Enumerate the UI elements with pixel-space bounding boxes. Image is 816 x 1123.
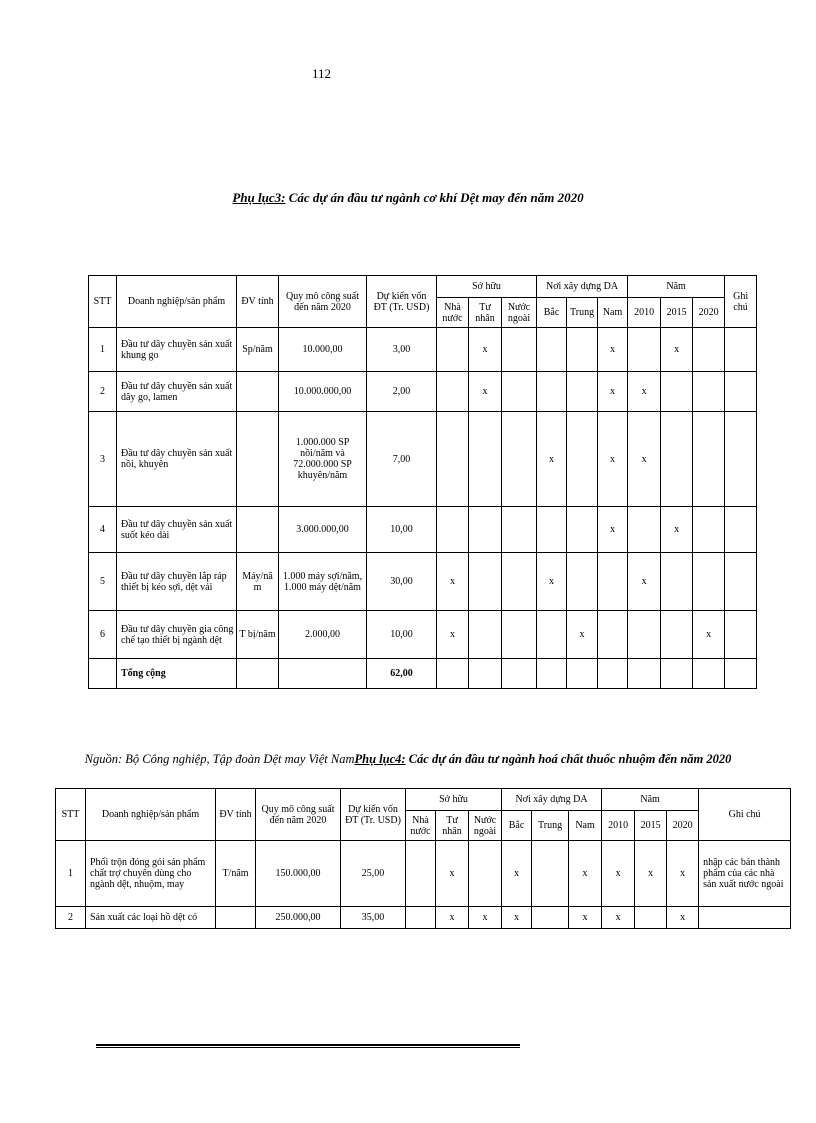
table-row — [89, 553, 757, 611]
stt-cell — [89, 659, 117, 689]
mark-cell: x — [667, 841, 699, 907]
header-row-1 — [89, 276, 757, 298]
col-header-state: Nhà nước — [406, 811, 436, 841]
col-header-2020: 2020 — [667, 811, 699, 841]
name-cell: Đầu tư dây chuyền sản xuất dây go, lamen — [117, 372, 237, 412]
unit-cell — [237, 372, 279, 412]
col-header-capital: Dự kiến vốn ĐT (Tr. USD) — [367, 276, 437, 328]
table-row — [89, 412, 757, 507]
mark-cell — [502, 372, 537, 412]
mark-cell — [502, 611, 537, 659]
stt-cell: 3 — [89, 412, 117, 507]
col-header-foreign: Nước ngoài — [502, 298, 537, 328]
capital-cell: 35,00 — [341, 907, 406, 929]
mark-cell: x — [469, 907, 502, 929]
mark-cell — [406, 841, 436, 907]
header-row-1 — [56, 789, 791, 811]
source-and-table2-title — [0, 752, 816, 767]
unit-cell: Sp/năm — [237, 328, 279, 372]
col-header-unit: ĐV tính — [216, 789, 256, 841]
mark-cell — [502, 412, 537, 507]
mark-cell: x — [628, 553, 661, 611]
table1-title-text: Các dự án đầu tư ngành cơ khí Dệt may đến năm 2020 — [285, 190, 584, 205]
mark-cell: x — [436, 907, 469, 929]
footnote-separator — [96, 1044, 520, 1048]
mark-cell: x — [661, 328, 693, 372]
mark-cell: x — [628, 372, 661, 412]
col-header-north: Bắc — [502, 811, 532, 841]
note-cell: nhập các bán thành phẩm của các nhà sản xuất nước ngoài — [699, 841, 791, 907]
mark-cell — [469, 611, 502, 659]
mark-cell: x — [602, 841, 635, 907]
mark-cell — [502, 659, 537, 689]
mark-cell: x — [469, 328, 502, 372]
mark-cell — [502, 328, 537, 372]
col-header-note: Ghi chú — [725, 276, 757, 328]
table-row — [89, 507, 757, 553]
capital-cell: 30,00 — [367, 553, 437, 611]
mark-cell: x — [598, 412, 628, 507]
capacity-cell: 2.000,00 — [279, 611, 367, 659]
col-header-location: Nơi xây dựng DA — [537, 276, 628, 298]
note-cell — [725, 412, 757, 507]
capacity-cell: 10.000.000,00 — [279, 372, 367, 412]
stt-cell: 4 — [89, 507, 117, 553]
col-header-ownership: Sở hữu — [437, 276, 537, 298]
col-header-capacity: Quy mô công suất đến năm 2020 — [279, 276, 367, 328]
mark-cell: x — [602, 907, 635, 929]
col-header-unit: ĐV tính — [237, 276, 279, 328]
investment-projects-table-2 — [55, 788, 791, 929]
mark-cell: x — [437, 553, 469, 611]
total-row — [89, 659, 757, 689]
mark-cell — [693, 553, 725, 611]
mark-cell — [469, 553, 502, 611]
note-cell — [725, 328, 757, 372]
unit-cell — [237, 507, 279, 553]
unit-cell — [237, 659, 279, 689]
mark-cell — [567, 507, 598, 553]
mark-cell: x — [469, 372, 502, 412]
capacity-cell: 10.000,00 — [279, 328, 367, 372]
table-row — [89, 611, 757, 659]
col-header-private: Tư nhân — [469, 298, 502, 328]
capacity-cell: 150.000,00 — [256, 841, 341, 907]
mark-cell — [537, 659, 567, 689]
mark-cell — [661, 553, 693, 611]
note-cell — [725, 611, 757, 659]
table-row — [89, 328, 757, 372]
mark-cell: x — [502, 841, 532, 907]
col-header-central: Trung — [567, 298, 598, 328]
name-cell: Phối trộn đóng gói sản phẩm chất trợ chuyên dùng cho ngành dệt, nhuộm, may — [86, 841, 216, 907]
mark-cell: x — [598, 507, 628, 553]
note-cell — [725, 659, 757, 689]
mark-cell — [537, 372, 567, 412]
capacity-cell: 3.000.000,00 — [279, 507, 367, 553]
name-cell: Đầu tư dây chuyền lắp ráp thiết bị kéo sợi, dệt vải — [117, 553, 237, 611]
unit-cell: T bị/năm — [237, 611, 279, 659]
mark-cell — [693, 412, 725, 507]
mark-cell — [598, 553, 628, 611]
note-cell — [725, 372, 757, 412]
capacity-cell — [279, 659, 367, 689]
note-cell — [699, 907, 791, 929]
col-header-foreign: Nước ngoài — [469, 811, 502, 841]
mark-cell — [567, 659, 598, 689]
stt-cell: 2 — [89, 372, 117, 412]
unit-cell — [237, 412, 279, 507]
table1-title-label: Phụ lục3: — [232, 190, 286, 205]
mark-cell — [661, 412, 693, 507]
mark-cell: x — [661, 507, 693, 553]
mark-cell — [567, 328, 598, 372]
col-header-2020: 2020 — [693, 298, 725, 328]
col-header-south: Nam — [598, 298, 628, 328]
mark-cell — [437, 372, 469, 412]
mark-cell — [537, 328, 567, 372]
mark-cell: x — [437, 611, 469, 659]
table1-title — [0, 190, 816, 206]
note-cell — [725, 553, 757, 611]
mark-cell — [598, 659, 628, 689]
mark-cell — [537, 507, 567, 553]
mark-cell — [437, 507, 469, 553]
mark-cell — [567, 553, 598, 611]
investment-projects-table-1 — [88, 275, 757, 689]
col-header-state: Nhà nước — [437, 298, 469, 328]
mark-cell — [502, 507, 537, 553]
total-label-cell: Tổng cộng — [117, 659, 237, 689]
col-header-private: Tư nhân — [436, 811, 469, 841]
mark-cell: x — [569, 841, 602, 907]
mark-cell — [628, 507, 661, 553]
stt-cell: 2 — [56, 907, 86, 929]
unit-cell — [216, 907, 256, 929]
mark-cell: x — [436, 841, 469, 907]
col-header-stt: STT — [89, 276, 117, 328]
col-header-north: Bắc — [537, 298, 567, 328]
col-header-south: Nam — [569, 811, 602, 841]
mark-cell — [567, 372, 598, 412]
table2-title-label: Phụ lục4: — [354, 752, 406, 766]
col-header-year: Năm — [628, 276, 725, 298]
source-text: Nguồn: Bộ Công nghiệp, Tập đoàn Dệt may Việt Nam — [84, 752, 355, 766]
capacity-cell: 1.000.000 SP nồi/năm và 72.000.000 SP khuyên/năm — [279, 412, 367, 507]
mark-cell — [693, 659, 725, 689]
capital-cell: 3,00 — [367, 328, 437, 372]
mark-cell — [693, 372, 725, 412]
mark-cell: x — [598, 372, 628, 412]
capital-cell: 25,00 — [341, 841, 406, 907]
table-row — [89, 372, 757, 412]
capacity-cell: 250.000,00 — [256, 907, 341, 929]
col-header-capacity: Quy mô công suất đến năm 2020 — [256, 789, 341, 841]
col-header-location: Nơi xây dựng DA — [502, 789, 602, 811]
capital-cell: 2,00 — [367, 372, 437, 412]
mark-cell: x — [598, 328, 628, 372]
page-number: 112 — [312, 66, 332, 81]
col-header-capital: Dự kiến vốn ĐT (Tr. USD) — [341, 789, 406, 841]
mark-cell — [532, 841, 569, 907]
mark-cell: x — [502, 907, 532, 929]
mark-cell — [628, 328, 661, 372]
table2-title-text: Các dự án đầu tư ngành hoá chất thuốc nhuộm đến năm 2020 — [405, 752, 732, 766]
total-capital-cell: 62,00 — [367, 659, 437, 689]
name-cell: Đầu tư dây chuyền sản xuất nồi, khuyên — [117, 412, 237, 507]
capacity-cell: 1.000 máy sợi/năm, 1.000 máy dệt/năm — [279, 553, 367, 611]
mark-cell — [628, 659, 661, 689]
mark-cell — [693, 507, 725, 553]
mark-cell — [532, 907, 569, 929]
mark-cell — [469, 412, 502, 507]
col-header-year: Năm — [602, 789, 699, 811]
mark-cell — [693, 328, 725, 372]
mark-cell — [406, 907, 436, 929]
mark-cell — [567, 412, 598, 507]
col-header-2010: 2010 — [628, 298, 661, 328]
unit-cell: T/năm — [216, 841, 256, 907]
mark-cell — [437, 412, 469, 507]
mark-cell: x — [667, 907, 699, 929]
col-header-ownership: Sở hữu — [406, 789, 502, 811]
mark-cell: x — [628, 412, 661, 507]
col-header-2015: 2015 — [661, 298, 693, 328]
capital-cell: 7,00 — [367, 412, 437, 507]
mark-cell — [661, 611, 693, 659]
name-cell: Đầu tư dây chuyền sản xuất suốt kéo dài — [117, 507, 237, 553]
col-header-note: Ghi chú — [699, 789, 791, 841]
stt-cell: 6 — [89, 611, 117, 659]
col-header-name: Doanh nghiệp/sản phẩm — [117, 276, 237, 328]
mark-cell — [437, 328, 469, 372]
name-cell: Đầu tư dây chuyền gia công chế tạo thiết bị ngành dệt — [117, 611, 237, 659]
col-header-2010: 2010 — [602, 811, 635, 841]
mark-cell — [628, 611, 661, 659]
capital-cell: 10,00 — [367, 507, 437, 553]
stt-cell: 5 — [89, 553, 117, 611]
mark-cell: x — [537, 412, 567, 507]
stt-cell: 1 — [56, 841, 86, 907]
mark-cell — [537, 611, 567, 659]
col-header-2015: 2015 — [635, 811, 667, 841]
table-row — [56, 841, 791, 907]
mark-cell — [469, 507, 502, 553]
col-header-central: Trung — [532, 811, 569, 841]
mark-cell — [469, 659, 502, 689]
table-row — [56, 907, 791, 929]
note-cell — [725, 507, 757, 553]
col-header-stt: STT — [56, 789, 86, 841]
mark-cell — [661, 659, 693, 689]
capital-cell: 10,00 — [367, 611, 437, 659]
mark-cell — [635, 907, 667, 929]
mark-cell — [598, 611, 628, 659]
col-header-name: Doanh nghiệp/sản phẩm — [86, 789, 216, 841]
mark-cell: x — [567, 611, 598, 659]
unit-cell: Máy/năm — [237, 553, 279, 611]
mark-cell: x — [635, 841, 667, 907]
name-cell: Đầu tư dây chuyền sản xuất khung go — [117, 328, 237, 372]
mark-cell — [469, 841, 502, 907]
mark-cell: x — [569, 907, 602, 929]
mark-cell — [502, 553, 537, 611]
mark-cell: x — [693, 611, 725, 659]
stt-cell: 1 — [89, 328, 117, 372]
mark-cell — [661, 372, 693, 412]
mark-cell: x — [537, 553, 567, 611]
name-cell: Sản xuất các loại hồ dệt có — [86, 907, 216, 929]
mark-cell — [437, 659, 469, 689]
